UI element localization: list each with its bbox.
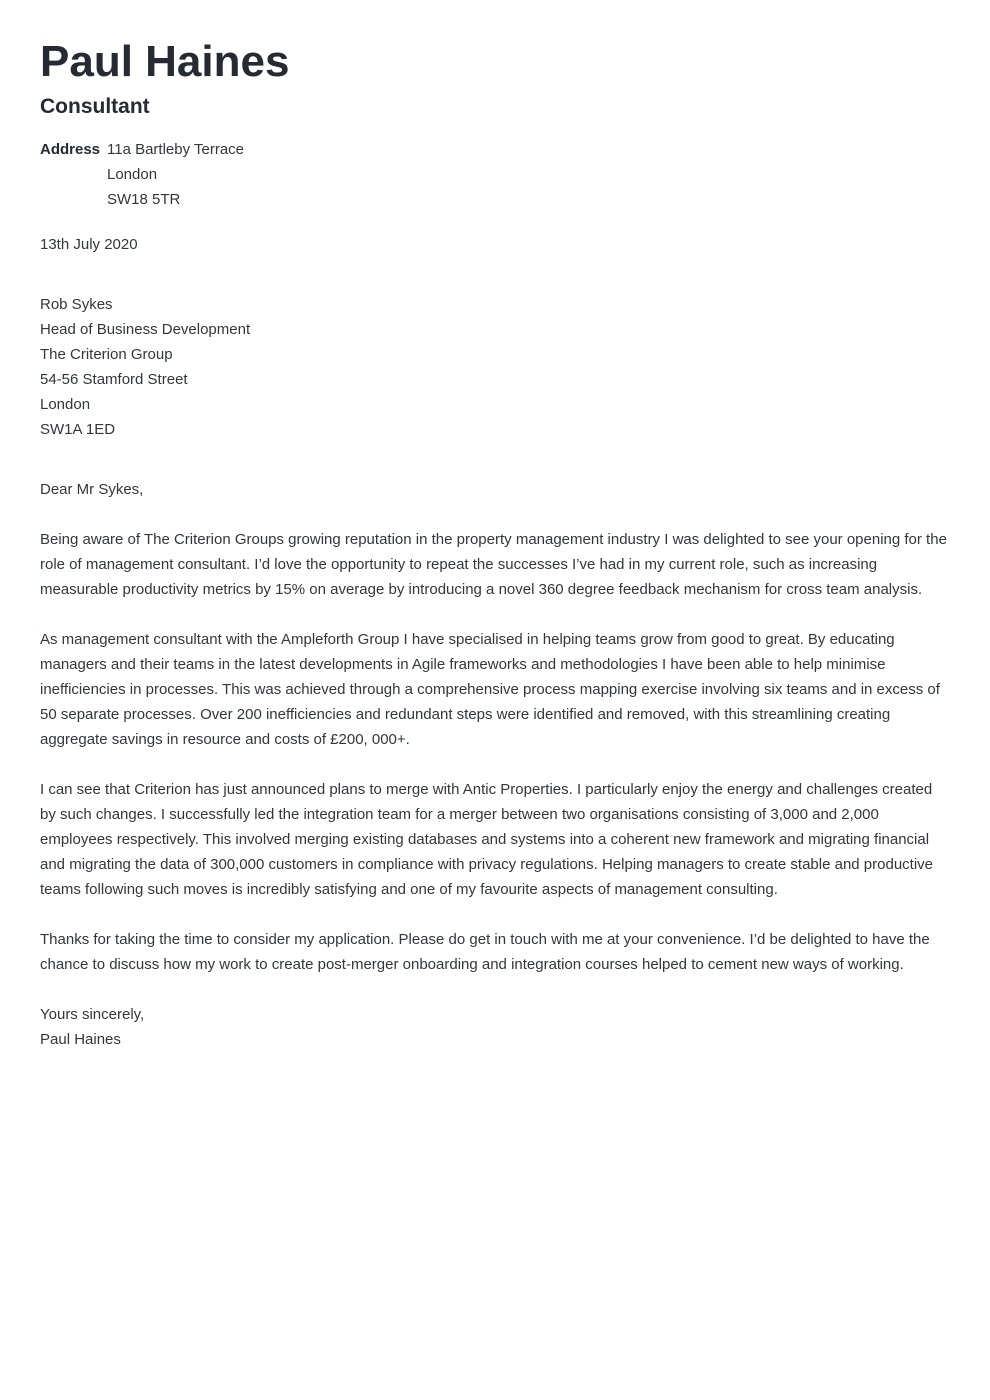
closing: Yours sincerely,	[40, 1006, 145, 1023]
body-paragraph: Thanks for taking the time to consider my application. Please do get in touch with me at your convenience. I’d be delighted to have the chance to discuss how my work to create post-merger onboarding and integration courses helped to cement new ways of working.	[40, 931, 930, 973]
body-paragraph: As management consultant with the Ampleforth Group I have specialised in helping teams grow from good to great. By educating managers and their teams in the latest developments in Agile frameworks and methodologies I have been able to help minimise inefficiencies in processes. This was achieved through a comprehensive process mapping exercise involving six teams and in excess of 50 separate processes. Over 200 inefficiencies and redundant steps were identified and removed, with this streamlining creating aggregate savings in resource and costs of £200, 000+.	[40, 631, 940, 748]
body-paragraph: Being aware of The Criterion Groups growing reputation in the property management industry I was delighted to see your opening for the role of management consultant. I’d love the opportunity to repeat the successes I’ve had in my current role, such as increasing measurable productivity metrics by 15% on average by introducing a novel 360 degree feedback mechanism for cross team analysis.	[40, 531, 947, 598]
address-lines	[107, 137, 244, 212]
recipient-company: The Criterion Group	[40, 346, 173, 363]
recipient-street: 54-56 Stamford Street	[40, 371, 188, 388]
sender-title: Consultant	[40, 95, 150, 118]
signature: Paul Haines	[40, 1031, 121, 1048]
recipient-postcode: SW1A 1ED	[40, 421, 116, 438]
letter-body	[40, 527, 952, 1002]
sender-name: Paul Haines	[40, 37, 290, 86]
letter-date: 13th July 2020	[40, 236, 138, 253]
letter-signoff	[40, 1002, 144, 1052]
body-paragraph: I can see that Criterion has just announced plans to merge with Antic Properties. I particularly enjoy the energy and challenges created by such changes. I successfully led the integration team for a merger between two organisations consisting of 3,000 and 2,000 employees respectively. This involved merging existing databases and systems into a coherent new framework and migrating financial and migrating the data of 300,000 customers in compliance with privacy regulations. Helping managers to create stable and productive teams following such moves is incredibly satisfying and one of my favourite aspects of management consulting.	[40, 781, 934, 898]
address-line: SW18 5TR	[107, 191, 181, 208]
recipient-position: Head of Business Development	[40, 321, 251, 338]
recipient-block	[40, 292, 250, 442]
address-label: Address	[40, 141, 101, 158]
address-line: London	[107, 166, 158, 183]
address-line: 11a Bartleby Terrace	[107, 141, 245, 158]
sender-address	[40, 137, 244, 212]
recipient-name: Rob Sykes	[40, 296, 113, 313]
recipient-city: London	[40, 396, 91, 413]
letter-greeting: Dear Mr Sykes,	[40, 481, 144, 498]
